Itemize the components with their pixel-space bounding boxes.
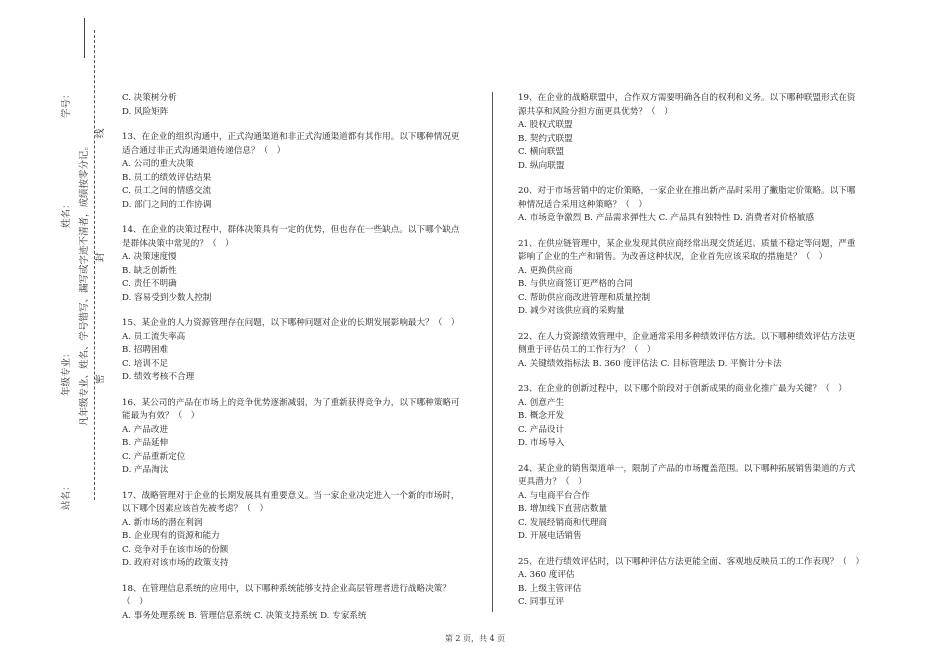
option: B. 增加线下直营店数量: [518, 504, 608, 514]
instruction-text: 凡年级专业、姓名、学号错写、漏写或字迹不清者，成绩按零分记。: [79, 140, 90, 426]
option: C. 竞争对手在该市场的份额: [122, 544, 229, 555]
question-text: 21、在供应链管理中，某企业发现其供应商经常出现交货延迟、质量不稳定等问题，严重影响了企业的生产和销售。为改善这种状况，企业首先应该采取的措施是？（ ）: [518, 238, 856, 262]
option: B. 企业现有的资源和能力: [122, 531, 220, 541]
option: C. 产品设计: [518, 424, 565, 435]
option: A. 决策速度慢: [122, 252, 177, 262]
option: C. 员工之间的情感交流: [122, 186, 212, 196]
name-field: [58, 199, 72, 228]
option: A. 360 度评估: [518, 570, 575, 580]
question-text: 24、某企业的销售渠道单一，限制了产品的市场覆盖范围。以下哪种拓展销售渠道的方式更具潜力？（ ）: [518, 463, 856, 487]
question-text: 22、在人力资源绩效管理中，企业通常采用多种绩效评估方法。以下哪种绩效评估方法更侧重于评估员工的工作行为？（ ）: [518, 331, 856, 355]
option: A. 关键绩效指标法 B. 360 度评估法 C. 目标管理法 D. 平衡计分卡法: [518, 358, 782, 369]
question-18: [122, 583, 462, 624]
seal-word-seal: 封: [95, 252, 106, 262]
question-text: 19、在企业的战略联盟中，合作双方需要明确各自的权利和义务。以下哪种联盟形式在资源共享和风险分担方面更具优势？（ ）: [518, 93, 856, 117]
option: A. 员工流失率高: [122, 331, 186, 342]
question-14: [122, 224, 462, 305]
question-22: [518, 331, 863, 372]
question-text: 15、某企业的人力资源管理存在问题，以下哪种问题对企业的长期发展影响最大？（ ）: [122, 318, 460, 328]
question-17: [122, 490, 462, 571]
option: D. 风险矩阵: [122, 106, 169, 117]
seal-line: [94, 30, 95, 500]
option: B. 产品延伸: [122, 438, 169, 448]
option: B. 缺乏创新性: [122, 265, 177, 276]
student-id-line: [74, 18, 85, 58]
school-field: [58, 481, 72, 510]
option: D. 绩效考核不合理: [122, 372, 195, 382]
option: C. 帮助供应商改进管理和质量控制: [518, 292, 651, 303]
option: C. 培训不足: [122, 358, 169, 369]
page-number: 第 2 页，共 4 页: [444, 634, 506, 643]
question-21: [518, 238, 863, 319]
question-text: 25、在进行绩效评估时，以下哪种评估方法更能全面、客观地反映员工的工作表现？（ ）: [518, 556, 865, 567]
question-text: 23、在企业的创新过程中，以下哪个阶段对于创新成果的商业化推广最为关键？（ ）: [518, 384, 847, 394]
question-12-tail: [122, 92, 462, 119]
option: D. 政府对该市场的政策支持: [122, 558, 229, 568]
option: C. 同事互评: [518, 597, 565, 607]
option: D. 减少对该供应商的采购量: [518, 306, 625, 316]
option: C. 横向联盟: [518, 147, 565, 157]
option: A. 与电商平台合作: [518, 490, 590, 501]
option: D. 市场导入: [518, 438, 565, 448]
class-field: [58, 348, 72, 396]
option: A. 股权式联盟: [518, 120, 573, 130]
option: D. 纵向联盟: [518, 160, 565, 171]
question-16: [122, 397, 462, 478]
column-divider: [492, 92, 493, 612]
option: B. 上级主管评估: [518, 583, 582, 594]
question-text: 13、在企业的组织沟通中，正式沟通渠道和非正式沟通渠道都有其作用。以下哪种情况更适合通过非正式沟通渠道传递信息？（ ）: [122, 132, 460, 156]
option: B. 概念开发: [518, 411, 565, 421]
option: C. 决策树分析: [122, 93, 177, 103]
question-20: [518, 185, 863, 226]
question-text: 20、对于市场营销中的定价策略，一家企业在推出新产品时采用了撇脂定价策略。以下哪种情况适合采用这种策略？（ ）: [518, 186, 856, 210]
option: A. 市场竞争激烈 B. 产品需求弹性大 C. 产品具有独特性 D. 消费者对价格敏感: [518, 213, 815, 223]
option: B. 契约式联盟: [518, 133, 573, 144]
seal-word-close: 密: [95, 374, 106, 384]
question-25: [518, 556, 863, 610]
option: B. 与供应商签订更严格的合同: [518, 279, 633, 289]
right-column: [518, 92, 863, 610]
option: A. 新市场的潜在利润: [122, 517, 203, 528]
option: A. 产品改进: [122, 424, 169, 435]
option: A. 公司的重大决策: [122, 159, 194, 169]
option: B. 员工的绩效评估结果: [122, 172, 212, 183]
option: B. 招聘困难: [122, 345, 169, 355]
name-label: 姓名：: [61, 199, 72, 228]
option: C. 产品重新定位: [122, 451, 186, 462]
option: A. 事务处理系统 B. 管理信息系统 C. 决策支持系统 D. 专家系统: [122, 610, 367, 621]
question-19: [518, 92, 863, 173]
option: D. 容易受到少数人控制: [122, 292, 212, 303]
option: D. 产品淘汰: [122, 465, 169, 475]
option: D. 开展电话销售: [518, 531, 582, 541]
student-id-label: 学号：: [61, 89, 72, 118]
seal-word-line: 线: [95, 128, 106, 138]
question-text: 17、战略管理对于企业的长期发展具有重要意义。当一家企业决定进入一个新的市场时，以下哪个因素应该首先被考虑？（ ）: [122, 490, 460, 514]
binding-margin: [0, 0, 112, 672]
class-label: 年级专业：: [61, 348, 72, 396]
option: A. 创意产生: [518, 397, 565, 408]
option: C. 发展经销商和代理商: [518, 517, 608, 528]
question-23: [518, 383, 863, 451]
option: C. 责任不明确: [122, 279, 177, 289]
question-24: [518, 463, 863, 544]
question-13: [122, 131, 462, 212]
question-text: 14、在企业的决策过程中，群体决策具有一定的优势，但也存在一些缺点。以下哪个缺点是群体决策中常见的？（ ）: [122, 225, 460, 249]
school-label: 站名：: [61, 481, 72, 510]
question-text: 16、某公司的产品在市场上的竞争优势逐渐减弱，为了重新获得竞争力，以下哪种策略可能最为有效？（ ）: [122, 397, 460, 421]
option: A. 更换供应商: [518, 265, 573, 276]
student-id-field: [58, 89, 72, 118]
left-column: [122, 92, 462, 623]
question-15: [122, 317, 462, 385]
option: D. 部门之间的工作协调: [122, 199, 212, 210]
question-text: 18、在管理信息系统的应用中，以下哪种系统能够支持企业高层管理者进行战略决策？（ ）: [122, 583, 451, 607]
